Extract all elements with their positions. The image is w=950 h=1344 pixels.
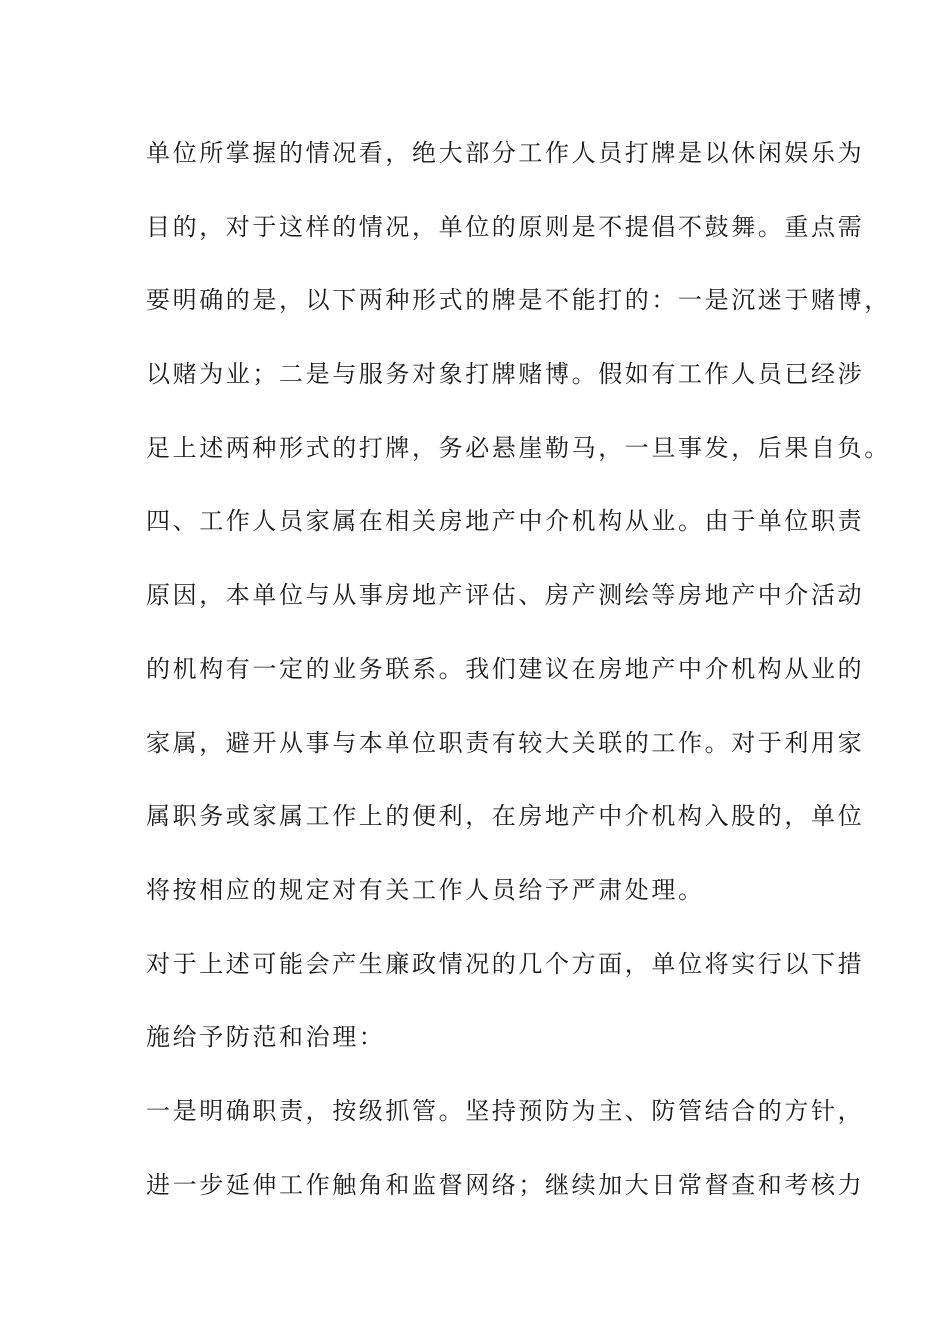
text-line: 足上述两种形式的打牌，务必悬崖勒马，一旦事发，后果自负。 bbox=[146, 433, 891, 462]
text-line: 目的，对于这样的情况，单位的原则是不提倡不鼓舞。重点需 bbox=[146, 212, 865, 241]
document-body bbox=[146, 131, 891, 1236]
text-line: 属职务或家属工作上的便利，在房地产中介机构入股的，单位 bbox=[146, 802, 865, 831]
text-line: 施给予防范和治理： bbox=[146, 1023, 386, 1052]
text-line: 家属，避开从事与本单位职责有较大关联的工作。对于利用家 bbox=[146, 728, 865, 757]
section-heading-line: 四、工作人员家属在相关房地产中介机构从业。由于单位职责 bbox=[146, 507, 865, 536]
text-line: 一是明确职责，按级抓管。坚持预防为主、防管结合的方针， bbox=[146, 1096, 865, 1125]
text-line: 的机构有一定的业务联系。我们建议在房地产中介机构从业的 bbox=[146, 654, 865, 683]
text-line: 进一步延伸工作触角和监督网络；继续加大日常督查和考核力 bbox=[146, 1170, 865, 1199]
text-line: 单位所掌握的情况看，绝大部分工作人员打牌是以休闲娱乐为 bbox=[146, 139, 865, 167]
text-line: 对于上述可能会产生廉政情况的几个方面，单位将实行以下措 bbox=[146, 949, 865, 978]
text-line: 以赌为业；二是与服务对象打牌赌博。假如有工作人员已经涉 bbox=[146, 360, 865, 389]
text-line: 原因，本单位与从事房地产评估、房产测绘等房地产中介活动 bbox=[146, 581, 865, 610]
text-line: 将按相应的规定对有关工作人员给予严肃处理。 bbox=[146, 875, 705, 904]
text-line: 要明确的是，以下两种形式的牌是不能打的：一是沉迷于赌博， bbox=[146, 286, 891, 315]
